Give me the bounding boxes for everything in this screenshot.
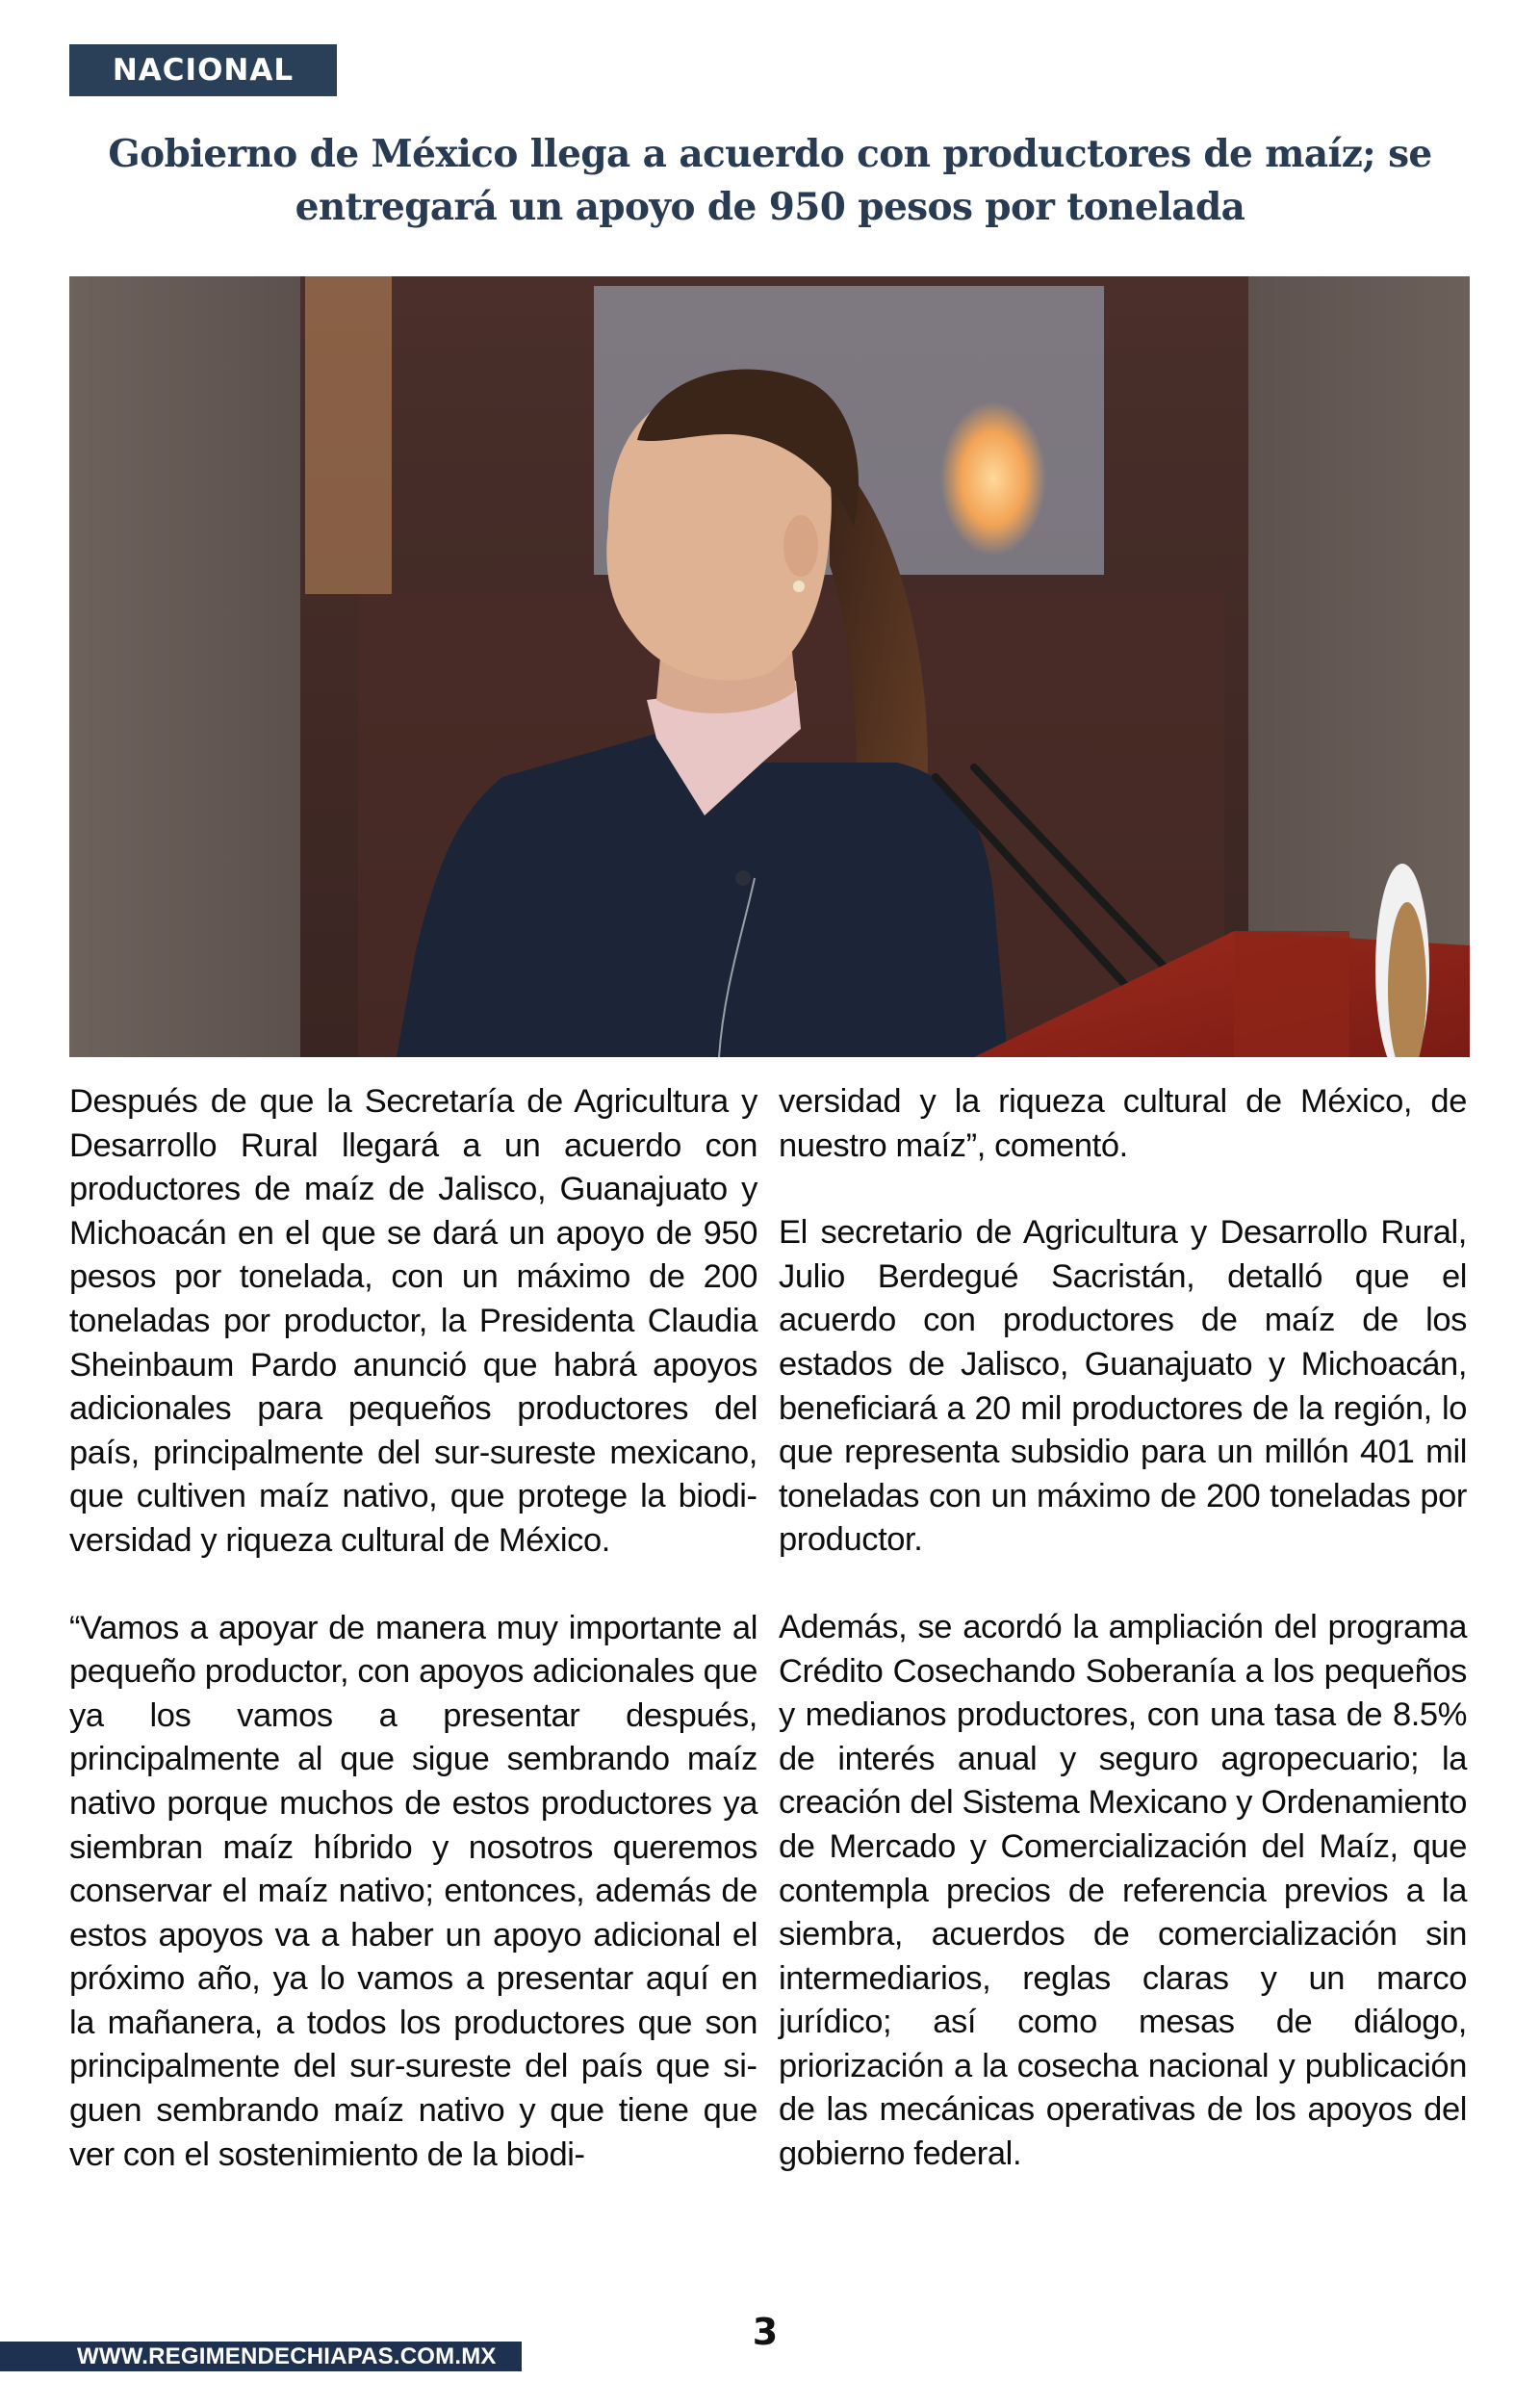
article-paragraph: Después de que la Secretaría de Agricultura y Desarrollo Rural llegará a un acuerdo con productores de maíz de Jalisco, Guanajuato y Michoacán en el que se dará un apoyo de 950 pesos por tonelada, con un máximo de 200 toneladas por productor, la Presidenta Claudia Sheinbaum Pardo anunció que habrá apoyos adicionales para pequeños productores del país, principalmente del sur-sureste mexicano, que cultiven maíz nativo, que protege la biodiversidad y riqueza cultural de México. [69, 1083, 757, 1559]
website-link[interactable]: WWW.REGIMENDECHIAPAS.COM.MX [77, 2342, 497, 2369]
article-photo [69, 276, 1470, 1057]
footer-website-bar [0, 2342, 522, 2371]
article-column-right [779, 1080, 1467, 2177]
photo-illustration [69, 276, 1470, 1057]
article-paragraph: “Vamos a apoyar de manera muy importante al pequeño productor, con apoyos adicionales que ya los vamos a presentar después, principalmente al que sigue sembrando maíz nativo porque muchos de estos productores ya siembran maíz híbrido y nosotros queremos conservar el maíz nativo; entonces, además de estos apoyos va a haber un apoyo adicional el próximo año, ya lo vamos a presentar aquí en la mañanera, a todos los productores que son principalmente del sur-sureste del país que siguen sembrando maíz nativo y que tiene que ver con el sostenimiento de la biodi- [69, 1609, 757, 2173]
section-label: NACIONAL [69, 44, 337, 96]
article-column-left [69, 1080, 757, 2177]
page-number: 3 [752, 2311, 779, 2353]
article-paragraph: Además, se acordó la ampliación del programa Crédito Cosechando Soberanía a los pequeños y medianos productores, con una tasa de 8.5% de interés anual y seguro agropecuario; la creación del Sistema Mexicano y Ordenamiento de Mercado y Comercialización del Maíz, que contempla precios de referencia previos a la siembra, acuerdos de comercialización sin intermediarios, reglas claras y un marco jurídico; así como mesas de diálogo, priorización a la cosecha nacional y publicación de las mecánicas operativas de los apoyos del gobierno federal. [779, 1608, 1467, 2173]
article-paragraph: versidad y la riqueza cultural de México, de nuestro maíz”, comentó. [779, 1083, 1467, 1164]
article-headline: Gobierno de México llega a acuerdo con productores de maíz; se entregará un apoyo de 950 pesos por tonelada [108, 132, 1432, 229]
article-paragraph: El secretario de Agricultura y Desarrollo Rural, Julio Berdegué Sacristán, detalló que el acuerdo con productores de maíz de los estados de Jalisco, Guanajuato y Michoacán, beneficiará a 20 mil productores de la región, lo que representa subsidio para un millón 401 mil toneladas con un máximo de 200 toneladas por productor. [779, 1214, 1467, 1559]
